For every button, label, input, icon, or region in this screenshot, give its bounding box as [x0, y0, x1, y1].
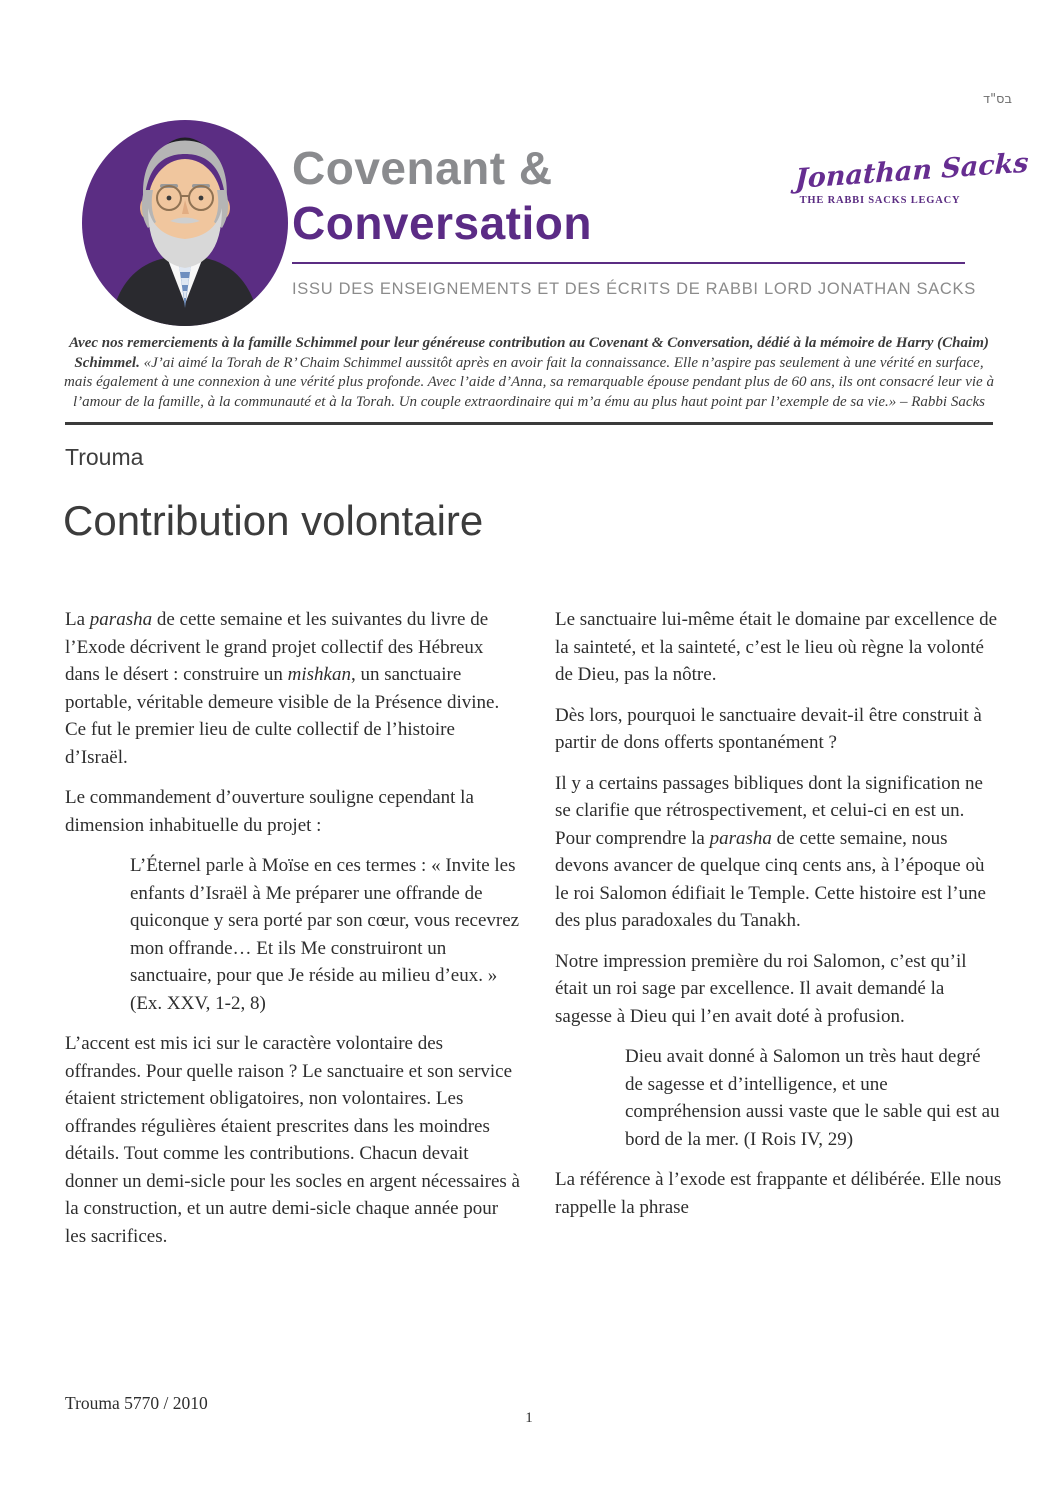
masthead-subtitle: ISSU DES ENSEIGNEMENTS ET DES ÉCRITS DE RABBI LORD JONATHAN SACKS [292, 280, 976, 298]
paragraph: Le commandement d’ouverture souligne cependant la dimension inhabituelle du projet : [65, 787, 474, 836]
rabbi-sacks-legacy-logo [794, 147, 1030, 206]
paragraph: Dès lors, pourquoi le sanctuaire devait-il être construit à partir de dons offerts spontanément ? [555, 704, 982, 753]
paragraph: Le sanctuaire lui-même était le domaine par excellence de la sainteté, et la sainteté, c’est le lieu où règne la volonté de Dieu, pas la nôtre. [555, 609, 998, 685]
right-column [555, 606, 1002, 1263]
blockquote: L’Éternel parle à Moïse en ces termes : « Invite les enfants d’Israël à Me préparer une offrande de quiconque y sera porté par son cœur, vous recevrez mon offrande… Et ils Me construiront un sanctuaire, pour que Je réside au milieu d’eux. » (Ex. XXV, 1-2, 8) [130, 855, 520, 1014]
rabbi-sacks-photo [82, 120, 288, 326]
masthead-title-line2: Conversation [292, 197, 592, 249]
dedication-bold-text: Avec nos remerciements à la famille Schimmel pour leur généreuse contribution au Covenant & Conversation, dédié à la mémoire de Harry (Chaim) Schimmel. [69, 335, 989, 371]
paragraph: L’accent est mis ici sur le caractère volontaire des offrandes. Pour quelle raison ? Le sanctuaire et son service étaient strictement obligatoires, non volontaires. Les offrandes régulières étaient prescrites dans les moindres détails. Tout comme les contributions. Chacun devait donner un demi-sicle pour les socles en argent nécessaires à la construction, et un autre demi-sicle chaque année pour les sacrifices. [65, 1033, 520, 1247]
rabbi-sacks-portrait-icon [82, 120, 288, 326]
hebrew-bsd-label: בס"ד [982, 92, 1012, 107]
paragraph: La parasha de cette semaine et les suivantes du livre de l’Exode décrivent le grand projet collectif des Hébreux dans le désert : construire un mishkan, un sanctuaire portable, véritable demeure visible de la Présence divine. Ce fut le premier lieu de culte collectif de l’histoire d’Israël. [65, 609, 500, 768]
paragraph: Notre impression première du roi Salomon, c’est qu’il était un roi sage par excellence. Il avait demandé la sagesse à Dieu qui l’en avait doté à profusion. [555, 950, 967, 1027]
jonathan-sacks-signature: Jonathan Sacks [794, 147, 1030, 196]
parasha-name: Trouma [65, 444, 144, 470]
blockquote: Dieu avait donné à Salomon un très haut degré de sagesse et d’intelligence, et une compréhension aussi vaste que le sable qui est au bord de la mer. (I Rois IV, 29) [625, 1046, 1000, 1150]
masthead-title-line1: Covenant & [292, 142, 553, 194]
section-divider [65, 422, 993, 425]
article-title: Contribution volontaire [63, 497, 484, 544]
left-column [65, 606, 522, 1263]
page-number: 1 [525, 1410, 533, 1426]
legacy-wordmark: THE RABBI SACKS LEGACY [799, 195, 961, 206]
dedication-note [59, 334, 999, 412]
article-body [65, 606, 1002, 1263]
paragraph: La référence à l’exode est frappante et délibérée. Elle nous rappelle la phrase [555, 1169, 1002, 1218]
dedication-quote-text: «J’ai aimé la Torah de R’ Chaim Schimmel aussitôt après en avoir fait la connaissance. Elle n’aspire pas seulement à une vérité en surface, mais également à une connexion à une vérité plus profonde. Avec l’aide d’Anna, sa remarquable épouse pendant plus de 60 ans, ils ont consacré leur vie à l’amour de la famille, à la communauté et à la Torah. Un couple extraordinaire qui m’a ému au plus haut point par l’exemple de sa vie.» – Rabbi Sacks [64, 354, 994, 410]
paragraph: Il y a certains passages bibliques dont la signification ne se clarifie que rétrospectivement, et celui-ci en est un. Pour comprendre la parasha de cette semaine, nous devons avancer de quelque cinq cents ans, à l’époque où le roi Salomon édifiait le Temple. Cette histoire est l’une des plus paradoxales du Tanakh. [555, 772, 986, 931]
edition-label: Trouma 5770 / 2010 [65, 1393, 208, 1413]
masthead-divider [292, 262, 965, 264]
